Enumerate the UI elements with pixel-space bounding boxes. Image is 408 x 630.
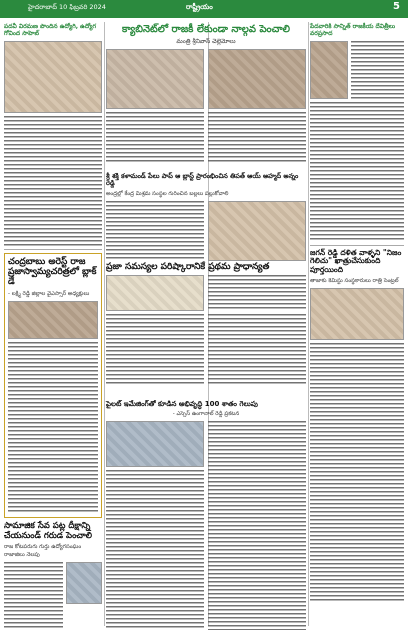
article-body — [351, 41, 404, 99]
column-rule — [104, 22, 105, 626]
article-headline: పైలట్ ఇమేజింగ్‌తో కూడిన అభివృద్ధి 100 శాతం గెలుపు — [106, 400, 258, 408]
lead-byline: మంత్రి శ్రీనివాస్ చెల్లెమోలు — [176, 37, 236, 45]
story-block — [106, 173, 306, 261]
section-masthead: రాష్ట్రీయం — [186, 3, 213, 11]
article-body — [4, 562, 63, 630]
news-photo — [4, 41, 102, 113]
lead-story — [106, 24, 306, 162]
article-body — [208, 314, 306, 384]
news-photo — [106, 421, 204, 467]
article-body — [208, 275, 306, 311]
news-photo — [8, 301, 98, 339]
article-box — [4, 253, 102, 518]
article-byline: అంద్రల్లో కేంద్ర మిశ్రమ సంస్థల గురించిన బల్లలు పల్లుకోవాలి — [106, 190, 229, 197]
story-block — [106, 262, 306, 384]
article-byline: తాజాకు కెమిస్టు సంస్థకారులు రాత్రి సెంట్రల్ — [310, 277, 399, 284]
divider — [4, 249, 102, 250]
article-body — [310, 102, 404, 242]
article-headline: జగన్ రెడ్డి దళిత వాళ్ళని "నిజం గెలిచు" ఖాత్రుచేసుకుంది పూర్తయింది — [310, 247, 402, 275]
article-headline: పదవీ విరమణ పొందిన ఉద్యోగి, ఉద్యోగ గోవింద సాహెబ్ — [4, 23, 97, 37]
article-byline: - ఎస్సెస్ ఉంగానాల్ రెడ్డి ప్రకటన — [172, 411, 240, 418]
article-byline: - లక్ష్మి రెడ్డి జిల్లాల వైఎస్సార్ అధ్యక్షులు — [8, 290, 90, 297]
article-body — [106, 314, 204, 384]
news-photo — [310, 288, 404, 340]
divider — [310, 245, 404, 246]
article-body — [106, 112, 204, 162]
issue-date: హైదరాబాద్ 10 ఫిబ్రవరి 2024 — [28, 3, 106, 11]
article-headline: పేదవారికి సాన్నిత్ రాజకీయ దేవిత్రీలు వరప్రసాద — [310, 23, 396, 37]
story-block — [106, 400, 306, 630]
news-photo — [208, 201, 306, 261]
portrait-photo — [66, 562, 102, 604]
page-header — [0, 0, 408, 18]
column-rule — [308, 22, 309, 626]
article-body — [106, 201, 204, 261]
news-photo — [208, 49, 306, 109]
column-1 — [4, 24, 102, 630]
lead-headline: క్యాబినెట్‌లో రాజకీ లేకుండా నాల్గవ పెంచాలి — [122, 24, 290, 35]
page-number: 5 — [393, 1, 400, 12]
article-headline: చంద్రబాబు అరెస్ట్ రాజ ప్రజాస్వామ్యచరిత్రలో బ్లాక్ డే — [8, 256, 97, 288]
article-body — [310, 343, 404, 603]
article-headline: సామాజిక సేవ పట్ల దీక్షాన్ని చేయనుండ్ గరుడ పెంచాలి — [4, 520, 93, 541]
article-body — [208, 421, 306, 630]
article-body — [208, 112, 306, 162]
article-body — [4, 116, 102, 246]
article-headline: ప్రజా సమస్యల పరిష్కారానికే ప్రథమ ప్రాధాన్యత — [106, 262, 270, 272]
news-photo — [106, 49, 204, 109]
article-body — [8, 342, 98, 514]
article-byline: రాజ కోటపరుగు గుర్తు ఉద్యోగసంఘం రాజాజిలు నెలపు — [4, 544, 82, 559]
article-headline: శ్రీ శక్తి కళామండ్ పేలు పాప్ ఆ బ్లాస్ట్ ప్రారంభించిన తిపత్ ఆయ్ అహ్మద్ అన్నం రెడ్డి — [106, 172, 299, 188]
column-4 — [310, 24, 404, 603]
news-photo — [106, 275, 204, 311]
portrait-photo — [310, 41, 348, 99]
article-body — [106, 470, 204, 630]
